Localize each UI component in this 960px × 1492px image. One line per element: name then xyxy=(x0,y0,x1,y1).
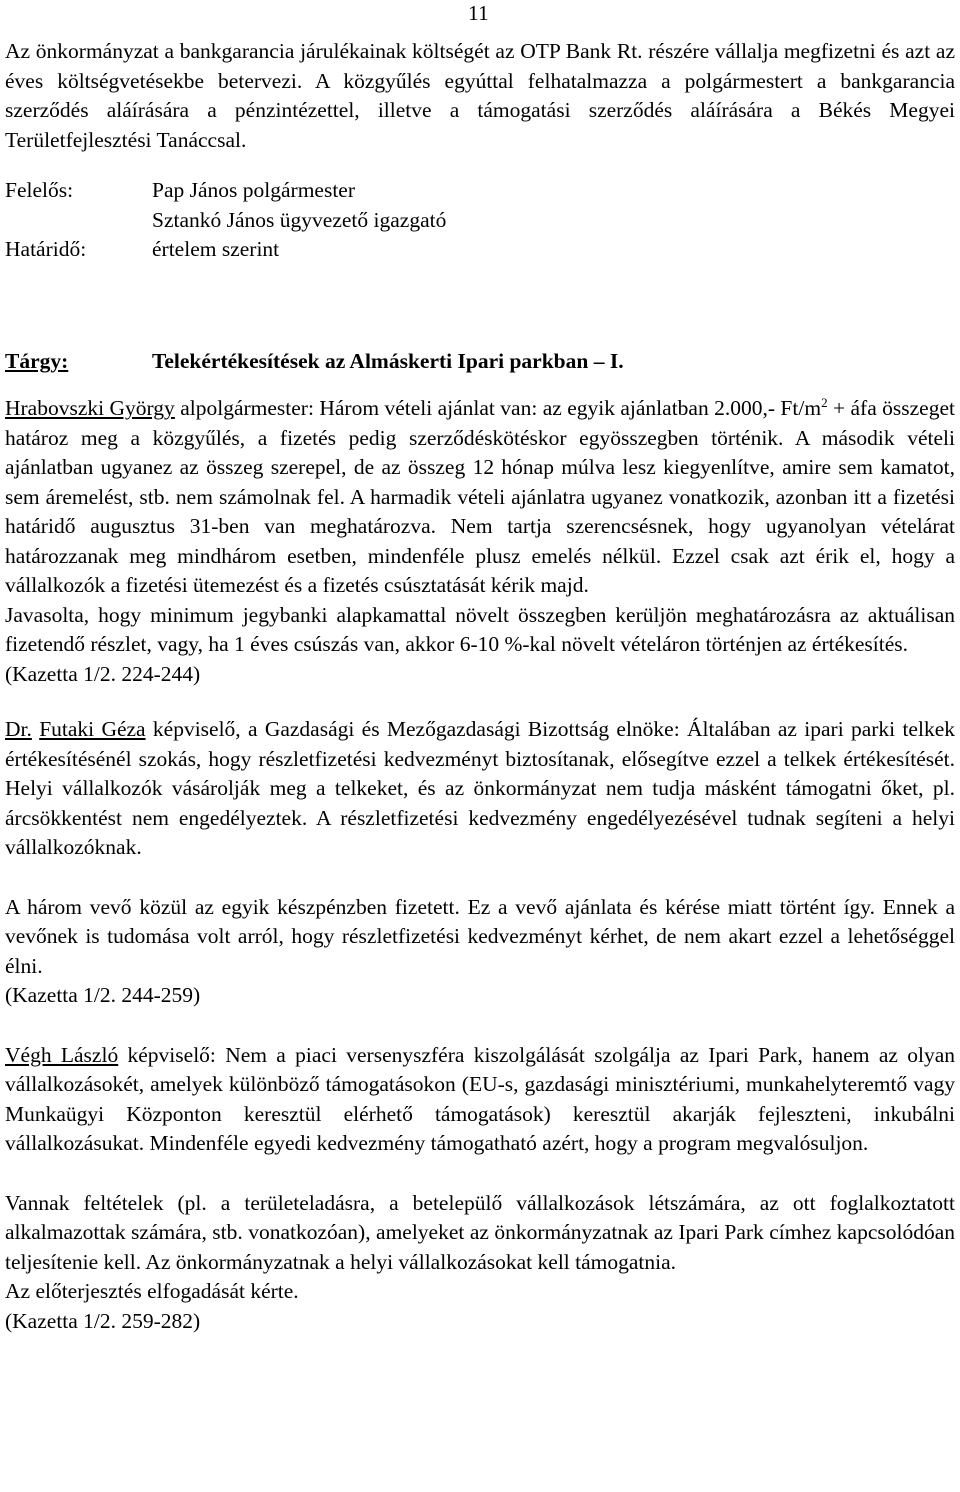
tape-reference: (Kazetta 1/2. 224-244) xyxy=(5,661,201,686)
deadline-value: értelem szerint xyxy=(152,237,280,261)
responsible-row xyxy=(5,176,955,206)
deadline-row xyxy=(5,235,955,265)
speech-hrabovszki xyxy=(5,394,955,601)
speech-futaki xyxy=(5,715,955,863)
speaker-name: Futaki Géza xyxy=(39,717,146,741)
speech-text-cont: + áfa összeget határoz meg a közgyűlés, a fizetés pedig szerződéskötéskor egyösszegben történik. A második vételi ajánlatban ugyanez az összeg szerepel, de az összeg 12 hónap múlva lesz kiegyenlítve, amire sem kamatot, sem áremelést, stb. nem számolnak fel. A harmadik vételi ajánlatra ugyanez vonatkozik, azonban itt a fizetési határidő augusztus 31-ben van meghatározva. Nem tartja szerencsésnek, hogy ugyanolyan vételárat határozzanak meg mindhárom esetben, mindenféle plusz emelés nélkül. Ezzel csak azt érik el, hogy a vállalkozók a fizetési ütemezést és a fizetés csúsztatását kérik majd. xyxy=(5,396,955,597)
speech-three-buyers: A három vevő közül az egyik készpénzben fizetett. Ez a vevő ajánlata és kérése miatt történt így. Ennek a vevőnek is tudomása volt arról, hogy részletfizetési kedvezményt kérhet, de nem akart ezzel a lehetőséggel élni. xyxy=(5,894,955,978)
speech-closing: Az előterjesztés elfogadását kérte. xyxy=(5,1279,299,1303)
tape-reference: (Kazetta 1/2. 244-259) xyxy=(5,983,201,1007)
speaker-name: Hrabovszki György xyxy=(5,396,175,420)
empty-label xyxy=(5,206,152,236)
intro-paragraph: Az önkormányzat a bankgarancia járulékainak költségét az OTP Bank Rt. részére vállalja megfizetni és azt az éves költségvetésekbe betervezi. A közgyűlés egyúttal felhatalmazza a polgármestert a bankgarancia szerződés aláírására a pénzintézettel, illetve a támogatási szerződés aláírására a Békés Megyei Területfejlesztési Tanáccsal. xyxy=(5,39,955,152)
subject-title: Telekértékesítések az Almáskerti Ipari parkban – I. xyxy=(152,348,624,373)
speech-conditions: Vannak feltételek (pl. a területeladásra, a betelepülő vállalkozások létszámára, az ott foglalkoztatott alkalmazottak számára, stb. vonatkozóan), amelyeket az önkormányzatnak az Ipari Park címhez kapcsolódóan teljesítenie kell. Az önkormányzatnak a helyi vállalkozásokat kell támogatnia. xyxy=(5,1190,955,1274)
speech-vegh xyxy=(5,1041,955,1159)
page-number: 11 xyxy=(468,1,489,25)
speech-proposal: Javasolta, hogy minimum jegybanki alapkamattal növelt összegben kerüljön meghatározásra az aktuálisan fizetendő részlet, vagy, ha 1 éves csúszás van, akkor 6-10 %-kal növelt vételáron történjen az értékesítés. xyxy=(5,602,955,656)
responsible-label: Felelős: xyxy=(5,178,74,202)
superscript: 2 xyxy=(821,395,828,410)
speech-text: képviselő: Nem a piaci versenyszféra kiszolgálását szolgálja az Ipari Park, hanem az olyan vállalkozásokét, amelyek különböző támogatásokon (EU-s, gazdasági minisztériumi, munkahelyteremtő vagy Munkaügyi Központon keresztül elérhető támogatások) keresztül akarják fejleszteni, inkubálni vállalkozásukat. Mindenféle egyedi kedvezmény támogatható azért, hogy a program megvalósuljon. xyxy=(5,1042,955,1155)
speaker-name: Végh László xyxy=(5,1042,119,1067)
deadline-label: Határidő: xyxy=(5,237,87,261)
speaker-prefix: Dr. xyxy=(5,717,32,741)
subject-heading xyxy=(5,347,955,377)
document-body xyxy=(5,37,955,1336)
responsible-row-2 xyxy=(5,206,955,236)
speech-text: alpolgármester: Három vételi ajánlat van: az egyik ajánlatban 2.000,- Ft/m xyxy=(174,396,822,420)
responsibility-block xyxy=(5,176,955,265)
tape-reference: (Kazetta 1/2. 259-282) xyxy=(5,1308,201,1333)
responsible-person-1: Pap János polgármester xyxy=(152,178,356,202)
responsible-person-2: Sztankó János ügyvezető igazgató xyxy=(152,207,447,232)
subject-label: Tárgy: xyxy=(5,348,69,373)
speech-text: képviselő, a Gazdasági és Mezőgazdasági Bizottság elnöke: Általában az ipari parki telkek értékesítésénél szokás, hogy részletfizetési kedvezményt biztosítanak, elősegítve ezzel a telkek értékesítését. Helyi vállalkozók vásárolják meg a telkeket, és az önkormányzat nem tudja másként támogatni őket, pl. árcsökkentést nem engedélyeztek. A részletfizetési kedvezmény engedélyezésével tudnak segíteni a helyi vállalkozóknak. xyxy=(5,717,955,859)
